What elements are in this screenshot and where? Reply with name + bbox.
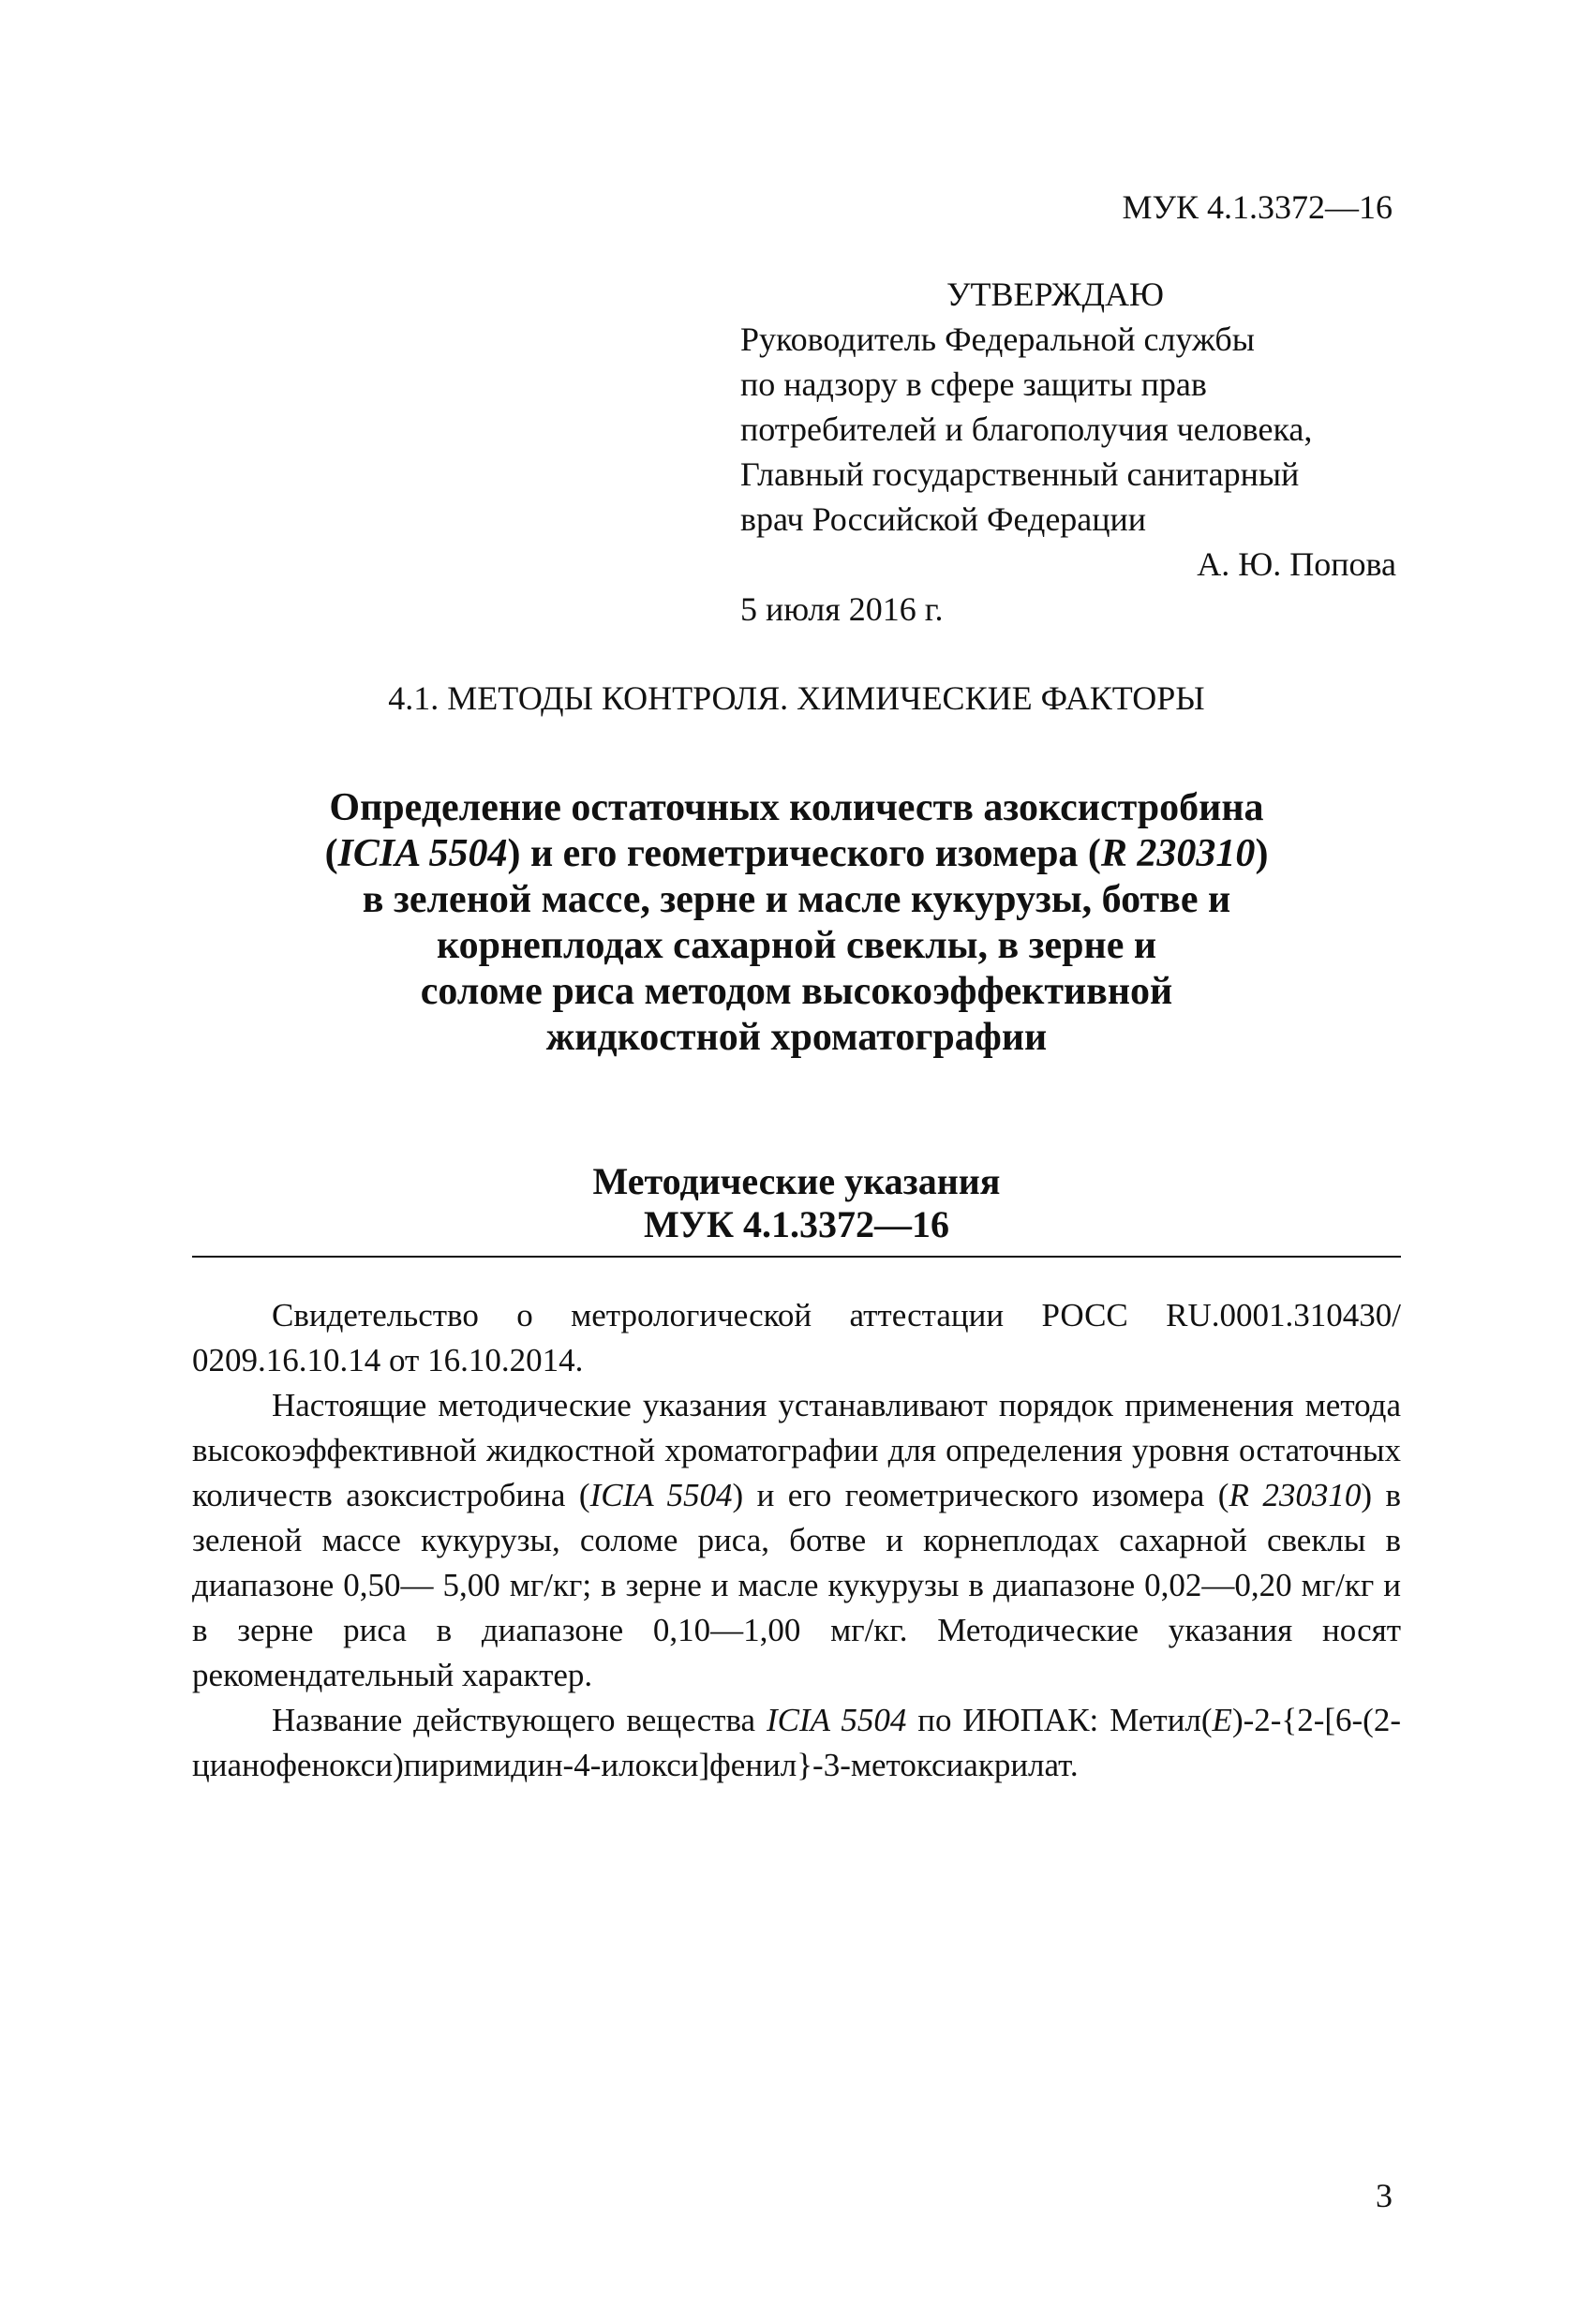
subtitle-kind: Методические указания	[592, 1160, 1001, 1202]
approval-signer: А. Ю. Попова	[1197, 545, 1396, 583]
isomer-code: R 230310	[1229, 1477, 1362, 1513]
approval-line: по надзору в сфере защиты прав	[740, 365, 1207, 403]
title-line: в зеленой массе, зерне и масле кукурузы, ботве и	[362, 878, 1231, 921]
scope-text: ) и его геометрического изомера (	[732, 1477, 1229, 1513]
scope-text: Настоящие методические указания устанавливают порядок применения метода высокоэффективной жидкостной хроматографии для определения уровня остаточных количеств азоксистробина (	[192, 1387, 1401, 1513]
approval-stamp: УТВЕРЖДАЮ	[946, 276, 1165, 313]
title-line	[187, 831, 1406, 877]
iupac-paragraph	[192, 1698, 1401, 1788]
title-isomer-code: R 230310	[1100, 832, 1256, 875]
title-line: Определение остаточных количеств азоксистробина	[329, 786, 1264, 829]
title-line: корнеплодах сахарной свеклы, в зерне и	[436, 924, 1157, 967]
title-line: соломе риса методом высокоэффективной	[420, 970, 1173, 1013]
document-title	[187, 785, 1406, 1061]
title-text: ) и его геометрического изомера (	[507, 832, 1101, 875]
compound-code: ICIA 5504	[767, 1702, 907, 1738]
approval-line: потребителей и благополучия человека,	[740, 410, 1313, 448]
approval-line: Руководитель Федеральной службы	[740, 320, 1255, 358]
iupac-text: Название действующего вещества	[272, 1702, 767, 1738]
approval-block	[740, 272, 1396, 632]
approval-date: 5 июля 2016 г.	[740, 590, 944, 628]
iupac-text: по ИЮПАК: Метил(	[906, 1702, 1213, 1738]
title-compound-code: ICIA 5504	[337, 832, 508, 875]
stereo-descriptor: E	[1212, 1702, 1232, 1738]
subtitle	[187, 1160, 1406, 1246]
compound-code: ICIA 5504	[589, 1477, 733, 1513]
approval-line: врач Российской Федерации	[740, 500, 1147, 538]
section-heading: 4.1. МЕТОДЫ КОНТРОЛЯ. ХИМИЧЕСКИЕ ФАКТОРЫ	[388, 679, 1205, 717]
title-text: (	[324, 832, 338, 875]
page-number: 3	[1376, 2177, 1393, 2214]
document-code: МУК 4.1.3372—16	[1122, 188, 1393, 226]
iupac-text: )-2-{2-[6-(2-цианофенокси)пиримидин-4-илокси]фенил}-3-метоксиакрилат.	[192, 1702, 1401, 1783]
body-text	[192, 1293, 1401, 1788]
title-text: )	[1255, 832, 1269, 875]
certificate-paragraph: Свидетельство о метрологической аттестации РОСС RU.0001.310430/ 0209.16.10.14 от 16.10.2014.	[192, 1297, 1401, 1378]
title-line: жидкостной хроматографии	[545, 1016, 1048, 1059]
approval-line: Главный государственный санитарный	[740, 455, 1300, 493]
subtitle-code: МУК 4.1.3372—16	[643, 1203, 950, 1245]
scope-paragraph	[192, 1383, 1401, 1698]
divider	[192, 1256, 1401, 1258]
scope-text: ) в зеленой массе кукурузы, соломе риса, ботве и корнеплодах сахарной свеклы в диапазоне 0,50— 5,00 мг/кг; в зерне и масле кукурузы в диапазоне 0,02—0,20 мг/кг и в зерне риса в диапазоне 0,10—1,00 мг/кг. Методические указания носят рекомендательный характер.	[192, 1477, 1401, 1693]
